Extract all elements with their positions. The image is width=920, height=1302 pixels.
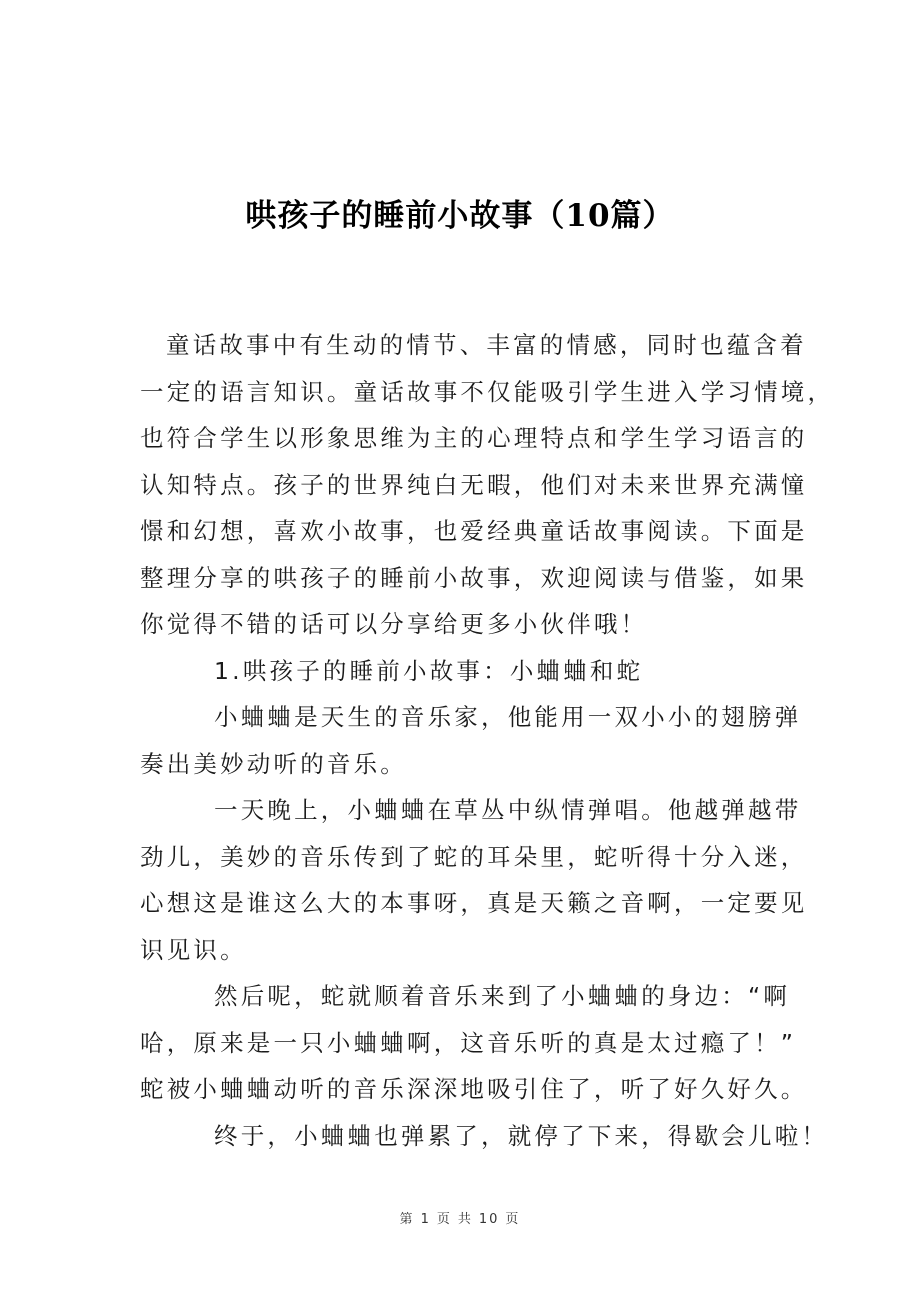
story-paragraph-line: 蛇被小蛐蛐动听的音乐深深地吸引住了，听了好久好久。 [140, 1075, 808, 1103]
intro-paragraph-line: 一定的语言知识。童话故事不仅能吸引学生进入学习情境， [140, 377, 835, 406]
intro-paragraph-line: 童话故事中有生动的情节、丰富的情感，同时也蕴含着 [166, 331, 807, 359]
page-footer [0, 1208, 920, 1227]
story-paragraph-line: 劲儿，美妙的音乐传到了蛇的耳朵里，蛇听得十分入迷， [140, 842, 808, 871]
document-title: 哄孩子的睡前小故事（10篇） [245, 198, 675, 234]
story-heading: 1.哄孩子的睡前小故事：小蛐蛐和蛇 [214, 656, 644, 685]
document-body [140, 322, 835, 1159]
footer-prefix: 第 [399, 1212, 415, 1227]
intro-paragraph-line: 也符合学生以形象思维为主的心理特点和学生学习语言的 [140, 424, 808, 452]
story-paragraph-line: 终于，小蛐蛐也弹累了，就停了下来，得歇会儿啦！ [214, 1121, 829, 1150]
footer-page-unit: 页 [436, 1212, 452, 1227]
intro-paragraph-line: 整理分享的哄孩子的睡前小故事，欢迎阅读与借鉴，如果 [140, 563, 808, 592]
story-paragraph-line: 然后呢，蛇就顺着音乐来到了小蛐蛐的身边：“啊 [214, 982, 791, 1010]
intro-paragraph-line: 认知特点。孩子的世界纯白无暇，他们对未来世界充满憧 [140, 470, 808, 499]
story-paragraph-line: 心想这是谁这么大的本事呀，真是天籁之音啊，一定要见 [140, 889, 808, 917]
total-pages-number: 10 [478, 1212, 500, 1227]
story-paragraph-line: 识见识。 [140, 935, 247, 964]
intro-paragraph-line: 憬和幻想，喜欢小故事，也爱经典童话故事阅读。下面是 [140, 517, 808, 545]
intro-paragraph-line: 你觉得不错的话可以分享给更多小伙伴哦！ [140, 610, 648, 638]
footer-suffix: 页 [505, 1212, 521, 1227]
footer-total-word: 共 [457, 1212, 473, 1227]
story-paragraph-line: 小蛐蛐是天生的音乐家，他能用一双小小的翅膀弹 [214, 703, 802, 731]
current-page-number: 1 [420, 1212, 431, 1227]
story-paragraph-line: 奏出美妙动听的音乐。 [140, 749, 407, 778]
story-paragraph-line: 哈，原来是一只小蛐蛐啊，这音乐听的真是太过瘾了！” [140, 1028, 797, 1057]
story-paragraph-line: 一天晚上，小蛐蛐在草丛中纵情弹唱。他越弹越带 [214, 796, 802, 824]
